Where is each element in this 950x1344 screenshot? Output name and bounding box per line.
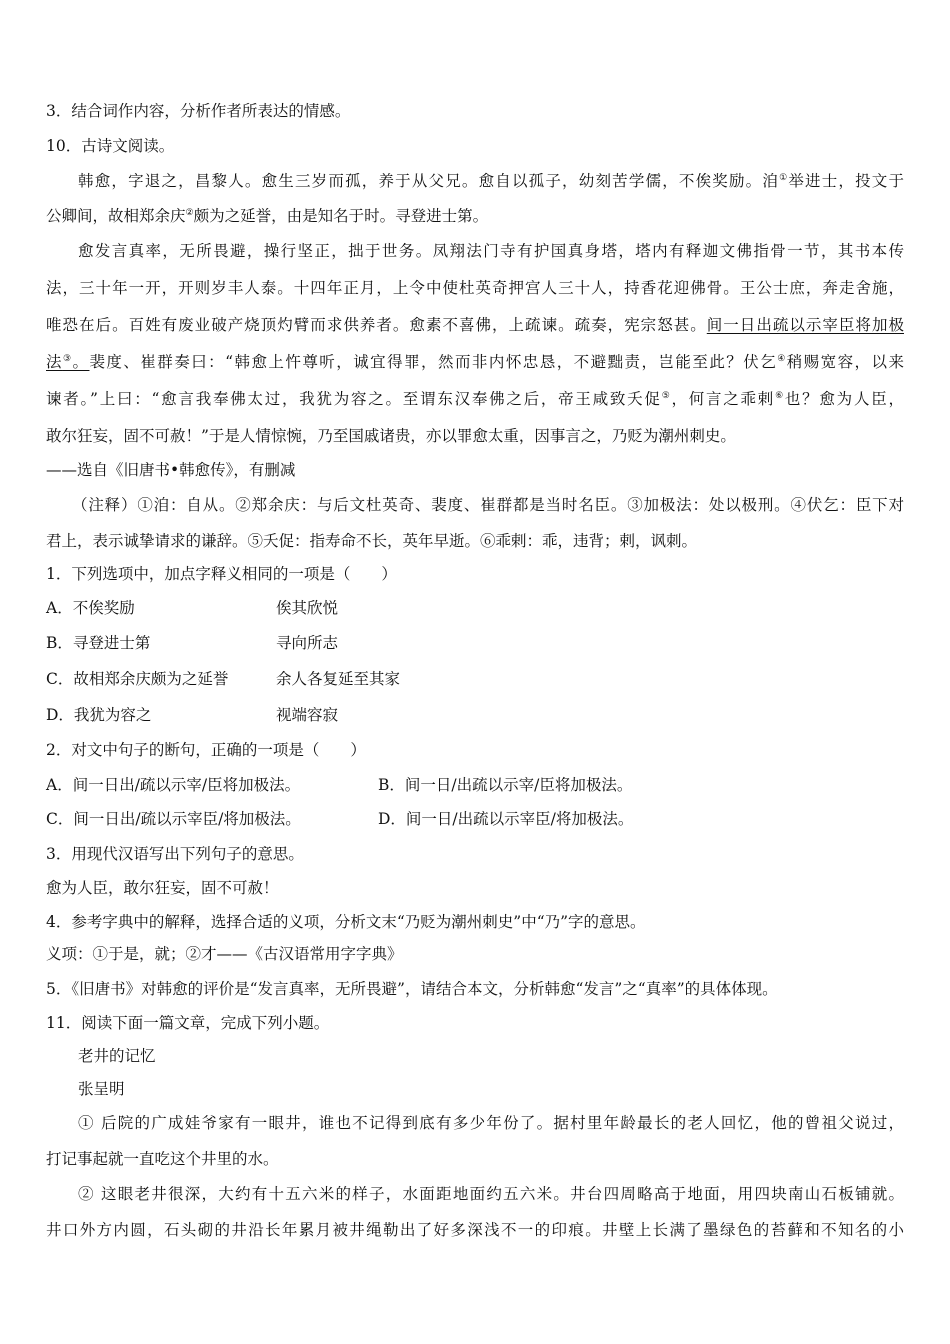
- article-line: ② 这眼老井很深，大约有十五六米的样子，水面距地面约五六米。井台四周略高于地面，用四块南山石板铺就。: [78, 1185, 904, 1203]
- option-b-left[interactable]: B．寻登进士第: [46, 634, 151, 652]
- sub-question-5: 5．《旧唐书》对韩愈的评价是“发言真率，无所畏避”，请结合本文，分析韩愈“发言”之“真率”的具体体现。: [46, 980, 778, 998]
- passage-line: 愈发言真率，无所畏避，操行坚正，拙于世务。凤翔法门寺有护国真身塔，塔内有释迦文佛指骨一节，其书本传: [78, 242, 904, 260]
- option-c-left[interactable]: C．故相郑余庆颇为之延誉: [46, 670, 229, 688]
- passage-source: ——选自《旧唐书•韩愈传》，有删减: [46, 461, 296, 479]
- article-line: 井口外方内圆，石头砌的井沿长年累月被井绳勒出了好多深浅不一的印痕。井壁上长满了墨绿色的苔藓和不知名的小: [46, 1221, 904, 1239]
- note-mark: ⑤: [661, 391, 672, 401]
- sub-question-1: 1．下列选项中，加点字释义相同的一项是（ ）: [46, 565, 397, 583]
- notes-line: （注释）①洎：自从。②郑余庆：与后文杜英奇、裴度、崔群都是当时名臣。③加极法：处以极刑。④伏乞：臣下对: [72, 496, 904, 514]
- option-d-right: 视端容寂: [276, 706, 339, 724]
- note-mark: ④: [777, 354, 787, 364]
- passage-line: 韩愈，字退之，昌黎人。愈生三岁而孤，养于从父兄。愈自以孤子，幼刻苦学儒，不俟奖励。洎①举进士，投文于: [78, 172, 904, 190]
- notes-line: 君上，表示诚挚请求的谦辞。⑤夭促：指寿命不长，英年早逝。⑥乖剌：乖，违背；剌，讽刺。: [46, 532, 698, 550]
- translation-sentence: 愈为人臣，敢尔狂妄，固不可赦！: [46, 879, 279, 897]
- passage-line: 唯恐在后。百姓有废业破产烧顶灼臂而求供养者。愈素不喜佛，上疏谏。疏奏，宪宗怒甚。间一日出疏以示宰臣将加极: [46, 316, 904, 334]
- option-a-right: 俟其欣悦: [276, 599, 339, 617]
- option-a[interactable]: A．间一日出/疏以示宰/臣将加极法。: [46, 776, 301, 794]
- passage-line: 公卿间，故相郑余庆②颇为之延誉，由是知名于时。寻登进士第。: [46, 207, 489, 225]
- sub-question-2: 2．对文中句子的断句，正确的一项是（ ）: [46, 741, 366, 759]
- passage-line: 法，三十年一开，开则岁丰人泰。十四年正月，上令中使杜英奇押宫人三十人，持香花迎佛骨。王公士庶，奔走舍施，: [46, 279, 904, 297]
- note-mark: ⑥: [775, 391, 785, 401]
- sub-question-4: 4．参考字典中的解释，选择合适的义项，分析文末“乃贬为潮州刺史”中“乃”字的意思。: [46, 913, 646, 931]
- passage-line: 敢尔狂妄，固不可赦！”于是人情惊惋，乃至国戚诸贵，亦以罪愈太重，因事言之，乃贬为潮州刺史。: [46, 427, 736, 445]
- option-a-left[interactable]: A．不俟奖励: [46, 599, 135, 617]
- passage-line: 法③。裴度、崔群奏曰：“韩愈上忤尊听，诚宜得罪，然而非内怀忠恳，不避黜责，岂能至此？伏乞④稍赐宽容，以来: [46, 353, 904, 371]
- q9-item-3: 3．结合词作内容，分析作者所表达的情感。: [46, 102, 351, 120]
- option-c[interactable]: C．间一日出/疏以示宰臣/将加极法。: [46, 810, 301, 828]
- article-title: 老井的记忆: [78, 1047, 156, 1065]
- option-b-right: 寻向所志: [276, 634, 339, 652]
- underlined-sentence: 法③。: [46, 353, 90, 371]
- dictionary-senses: 义项：①于是，就；②才——《古汉语常用字字典》: [46, 945, 403, 963]
- sub-question-3: 3．用现代汉语写出下列句子的意思。: [46, 845, 304, 863]
- option-c-right: 余人各复延至其家: [276, 670, 401, 688]
- note-mark: ②: [185, 208, 194, 218]
- option-b[interactable]: B．间一日/出疏以示宰/臣将加极法。: [378, 776, 633, 794]
- option-d[interactable]: D．间一日/出疏以示宰臣/将加极法。: [378, 810, 634, 828]
- option-d-left[interactable]: D．我犹为容之: [46, 706, 152, 724]
- passage-line: 谏者。”上曰：“愈言我奉佛太过，我犹为容之。至谓东汉奉佛之后，帝王咸致夭促⑤，何言之乖剌⑥也？愈为人臣，: [46, 390, 904, 408]
- article-line: ① 后院的广成娃爷家有一眼井，谁也不记得到底有多少年份了。据村里年龄最长的老人回忆，他的曾祖父说过，: [78, 1114, 904, 1132]
- note-mark: ①: [779, 173, 789, 183]
- q10-heading: 10．古诗文阅读。: [46, 137, 175, 155]
- article-line: 打记事起就一直吃这个井里的水。: [46, 1150, 279, 1168]
- underlined-sentence: 间一日出疏以示宰臣将加极: [706, 316, 904, 334]
- q11-heading: 11．阅读下面一篇文章，完成下列小题。: [46, 1014, 330, 1032]
- article-author: 张呈明: [78, 1080, 125, 1098]
